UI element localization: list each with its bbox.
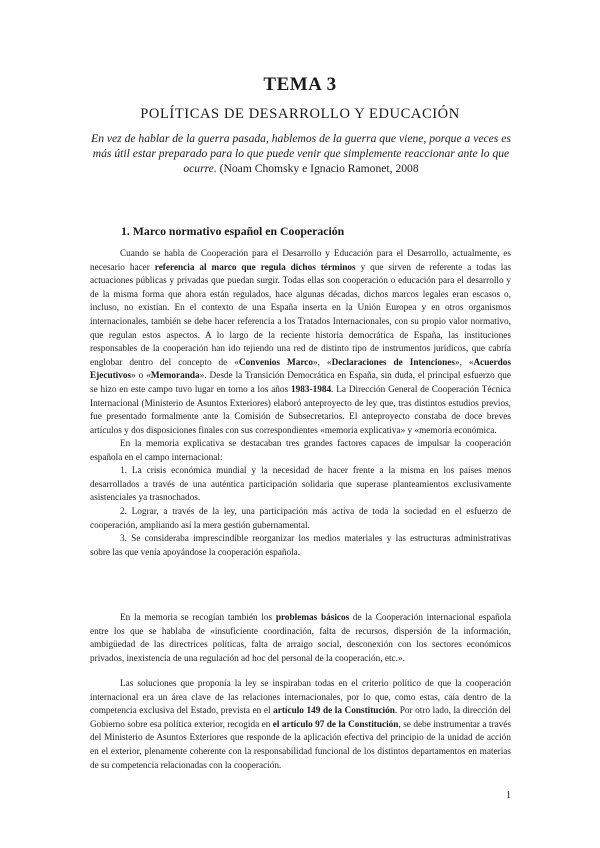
text-run: . La Dirección General de Cooperación Técnica Internacional (Ministerio de Asuntos Exteriores) elaboró anteproyecto de ley que, tras distintos estudios previos, fue presentado formalmente ante la Comisión de Subsecretarios. El anteproyecto constaba de doce breves artículos y dos disposiciones finales con sus correspondientes «memoria explicativa» y «memoria económica. <box>90 384 511 436</box>
bold-run: 1983-1984 <box>290 384 332 395</box>
paragraph-4 <box>90 678 511 773</box>
text-run: , se debe instrumentar a través del Ministerio de Asuntos Exteriores que responde de la aplicación efectiva del principio de la unidad de acción en el exterior, plenamente coherente con la responsabilidad funcional de los distintos departamentos en materias de su competencia relacionadas con la cooperación. <box>90 719 511 771</box>
paragraph-2 <box>90 438 511 560</box>
bold-run: Memoranda <box>150 371 200 382</box>
text-run: », « <box>313 357 332 368</box>
text-run: », « <box>454 357 474 368</box>
text-run: y que sirven de referente a todas las actuaciones públicas y privadas que puedan surgir. Todas ellas son cooperación o educación para el desarrollo y de la misma forma que ahora están regulados, hace algunas décadas, dichos marcos legales eran escasos o, incluso, no existían. En el contexto de una España inserta en la Unión Europea y en otros organismos internacionales, también se debe hacer referencia a los Tratados Internacionales, con su propio valor normativo, que regulan estos aspectos. A lo largo de la reciente historia democrática de España, las instituciones responsables de la cooperación han ido tejiendo una red de distinto tipo de instrumentos jurídicos, que cabría englobar dentro del concepto de « <box>90 262 511 368</box>
bold-run: Acuerdos Ejecutivos <box>90 357 512 382</box>
text-run: En la memoria se recogían también los <box>120 613 276 623</box>
chapter-subtitle: POLÍTICAS DE DESARROLLO Y EDUCACIÓN <box>140 106 460 122</box>
bold-run: Declaraciones de Intenciones <box>331 357 455 368</box>
list-item: 3. Se consideraba imprescindible reorganizar los medios materiales y las estructuras administrativas sobre las que venía apoyándose la cooperación española. <box>90 534 511 558</box>
paragraph-3 <box>90 612 511 666</box>
paragraph-1 <box>90 248 511 438</box>
list-intro: En la memoria explicativa se destacaban tres grandes factores capaces de impulsar la cooperación española en el campo internacional: <box>90 439 511 463</box>
list-item: 2. Lograr, a través de la ley, una participación más activa de toda la sociedad en el esfuerzo de cooperación, ampliando así la mera gestión gubernamental. <box>90 506 511 531</box>
bold-run: referencia al marco que regula dichos términos <box>154 262 356 273</box>
text-run: . Por otro lado, la dirección del Gobierno sobre esa política exterior, recogida en <box>90 706 511 730</box>
quote-text: En vez de hablar de la guerra pasada, hablemos de la guerra que viene, porque a veces es más útil estar preparado para lo que puede venir que simplemente reaccionar ante lo que ocurre. <box>91 132 511 175</box>
epigraph-quote <box>82 131 520 176</box>
bold-run: artículo 149 de la Constitución <box>273 706 395 717</box>
page-number: 1 <box>506 790 511 801</box>
section-heading: 1. Marco normativo español en Cooperación <box>121 224 345 238</box>
text-run: ». Desde la Transición Democrática en España, sin duda, el principal esfuerzo que se hizo en este campo tuvo lugar en torno a los años <box>90 371 511 395</box>
bold-run: el artículo 97 de la Constitución <box>272 719 399 730</box>
text-run: Las soluciones que proponía la ley se inspiraban todas en el criterio político de que la cooperación internacional era un área clave de las relaciones internacionales, por lo que, como estas, caía dentro de la competencia exclusiva del Estado, prevista en el <box>90 679 511 717</box>
text-run: Cuando se habla de Cooperación para el Desarrollo y Educación para el Desarrollo, actualmente, es necesario hacer <box>90 249 511 273</box>
bold-run: problemas básicos <box>275 613 350 623</box>
quote-attribution: (Noam Chomsky e Ignacio Ramonet, 2008 <box>219 162 419 175</box>
chapter-title: TEMA 3 <box>263 74 337 95</box>
text-run: » o « <box>131 371 151 382</box>
text-run: de la Cooperación internacional española entre los que se hablaba de «insuficiente coordinación, falta de recursos, dispersión de la información, ambigüedad de las directrices políticas, falta de arraigo social, desconexión con los sectores económicos privados, inexistencia de una regulación ad hoc del personal de la cooperación, etc.». <box>90 613 512 664</box>
bold-run: Convenios Marco <box>238 357 314 368</box>
list-item: 1. La crisis económica mundial y la necesidad de hacer frente a la misma en los países menos desarrollados a través de una auténtica participación solidaria que superase planteamientos exclusivamente asistenciales ya trasnochados. <box>90 466 511 504</box>
